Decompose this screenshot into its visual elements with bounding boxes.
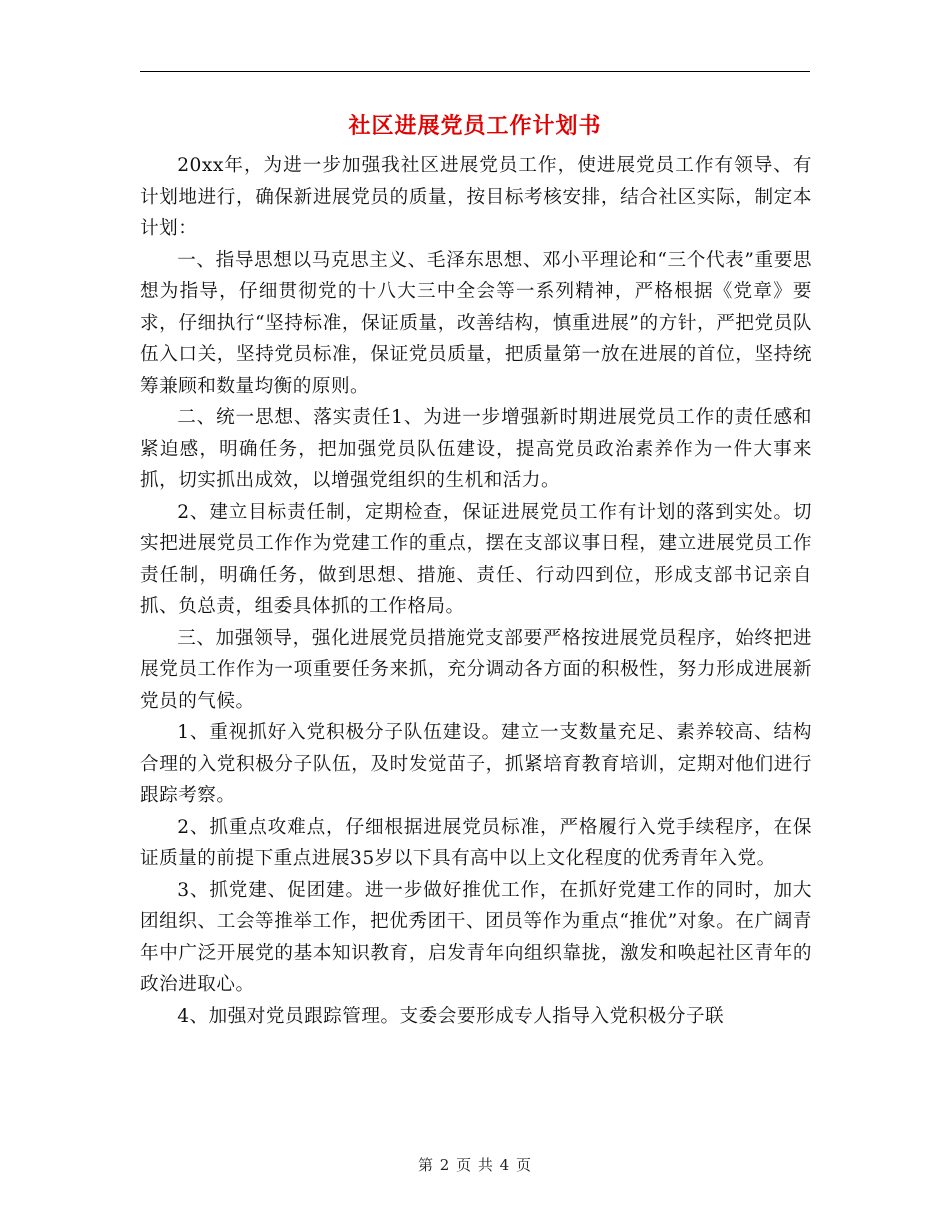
paragraph-strengthen-leadership: 三、加强领导，强化进展党员措施党支部要严格按进展党员程序，始终把进展党员工作作为一项重要任务来抓，充分调动各方面的积极性，努力形成进展新党员的气候。 — [140, 627, 812, 712]
paragraph-league-building: 3、抓党建、促团建。进一步做好推优工作，在抓好党建工作的同时，加大团组织、工会等推举工作，把优秀团干、团员等作为重点“推优”对象。在广阔青年中广泛开展党的基本知识教育，启发青年向组织靠拢，激发和唤起社区青年的政治进取心。 — [140, 879, 812, 995]
paragraph-unify-thinking: 二、统一思想、落实责任1、为进一步增强新时期进展党员工作的责任感和紧迫感，明确任务，把加强党员队伍建设，提高党员政治素养作为一件大事来抓，切实抓出成效，以增强党组织的生机和活力。 — [140, 407, 812, 491]
document-title: 社区进展党员工作计划书 — [348, 113, 602, 139]
paragraph-intro: 20xx年，为进一步加强我社区进展党员工作，使进展党员工作有领导、有计划地进行，确保新进展党员的质量，按目标考核安排，结合社区实际，制定本计划： — [140, 155, 812, 239]
paragraph-responsibility-system: 2、建立目标责任制，定期检查，保证进展党员工作有计划的落到实处。切实把进展党员工作作为党建工作的重点，摆在支部议事日程，建立进展党员工作责任制，明确任务，做到思想、措施、责任、行动四到位，形成支部书记亲自抓、负总责，组委具体抓的工作格局。 — [140, 501, 812, 617]
header-rule — [140, 71, 810, 72]
paragraph-tracking-management: 4、加强对党员跟踪管理。支委会要形成专人指导入党积极分子联 — [177, 1005, 725, 1027]
document-body — [140, 150, 812, 1032]
paragraph-key-points: 2、抓重点攻难点，仔细根据进展党员标准，严格履行入党手续程序，在保证质量的前提下重点进展35岁以下具有高中以上文化程度的优秀青年入党。 — [140, 816, 812, 869]
paragraph-guiding-thought: 一、指导思想以马克思主义、毛泽东思想、邓小平理论和“三个代表”重要思想为指导，仔细贯彻党的十八大三中全会等一系列精神，严格根据《党章》要求，仔细执行“坚持标准，保证质量，改善结构，慎重进展”的方针，严把党员队伍入口关，坚持党员标准，保证党员质量，把质量第一放在进展的首位，坚持统筹兼顾和数量均衡的原则。 — [140, 249, 812, 397]
paragraph-activist-team: 1、重视抓好入党积极分子队伍建设。建立一支数量充足、素养较高、结构合理的入党积极分子队伍，及时发觉苗子，抓紧培育教育培训，定期对他们进行跟踪考察。 — [140, 722, 812, 806]
page-number-footer: 第 2 页 共 4 页 — [418, 1156, 532, 1174]
